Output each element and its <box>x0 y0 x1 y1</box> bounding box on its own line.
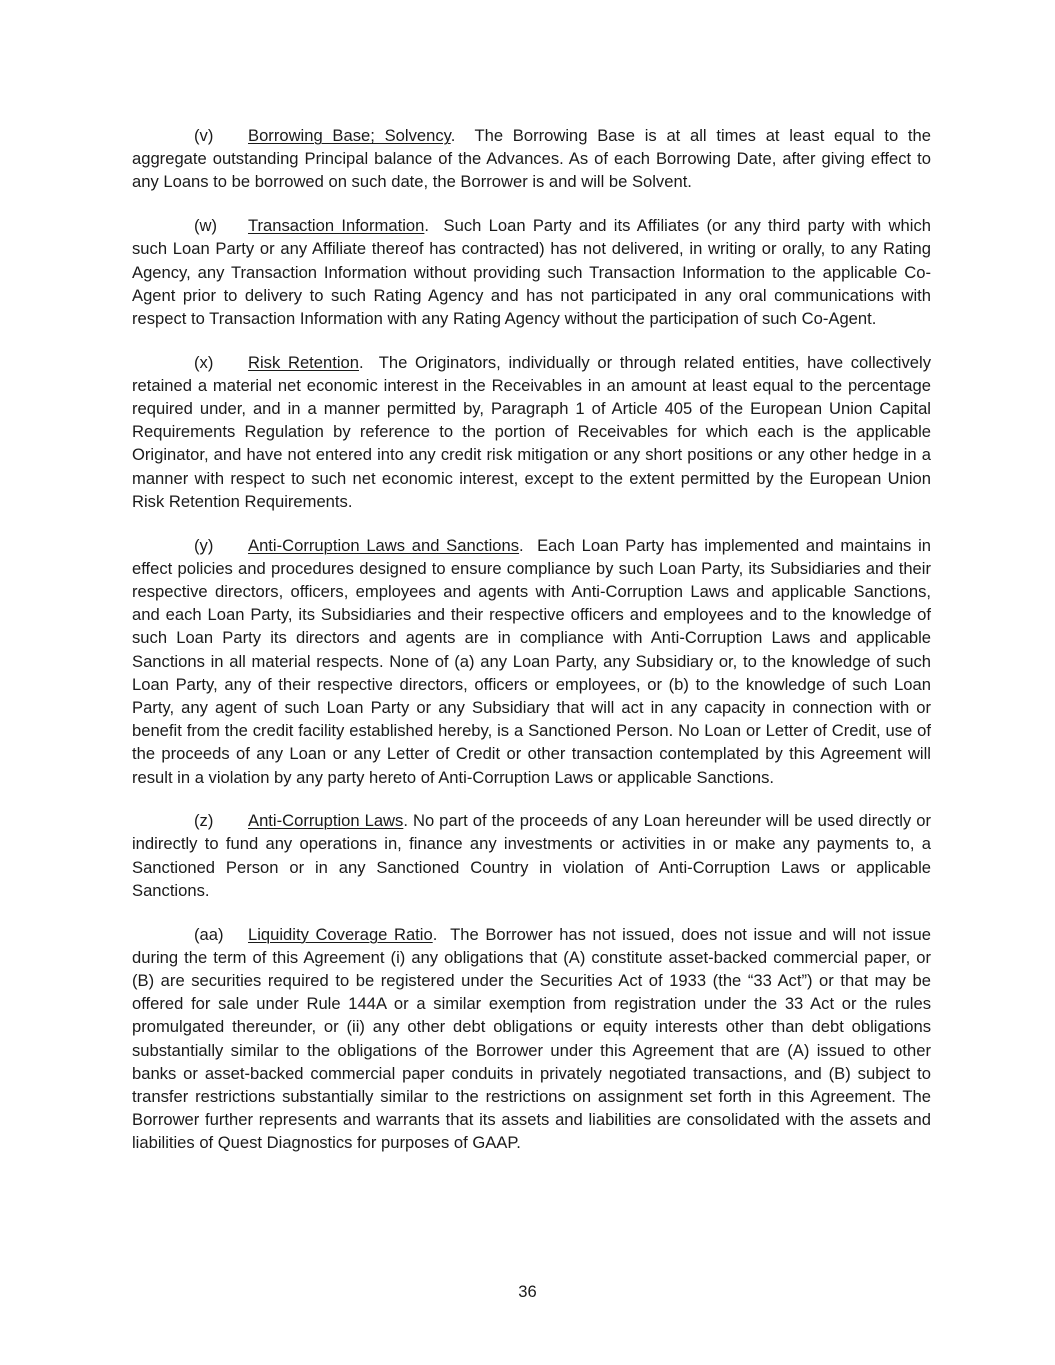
section-heading: Anti-Corruption Laws <box>248 811 404 831</box>
section-number: (w) <box>194 216 218 236</box>
section-number: (z) <box>194 811 214 831</box>
section-x: (x) Risk Retention. The Originators, individually or through related entities, have collectively retained a material net economic interest in the Receivables in an amount at least equal to the percentage required under, and in a manner permitted by, Paragraph 1 of Article 405 of the European Union Capital Requirements Regulation by reference to the portion of Receivables for which each is the applicable Originator, and have not entered into any credit risk mitigation or any short positions or any other hedge in a manner with respect to such net economic interest, except to the extent permitted by the European Union Risk Retention Requirements. <box>132 352 931 511</box>
section-v: (v) Borrowing Base; Solvency. The Borrowing Base is at all times at least equal to the aggregate outstanding Principal balance of the Advances. As of each Borrowing Date, after giving effect to any Loans to be borrowed on such date, the Borrower is and will be Solvent. <box>132 126 931 192</box>
section-aa: (aa) Liquidity Coverage Ratio. The Borrower has not issued, does not issue and will not issue during the term of this Agreement (i) any obligations that (A) constitute asset-backed commercial paper, or (B) are securities required to be registered under the Securities Act of 1933 (the “33 Act”) or that may be offered for sale under Rule 144A or a similar exemption from registration under the 33 Act or the rules promulgated thereunder, or (ii) any other debt obligations or equity interests other than debt obligations substantially similar to the obligations of the Borrower under this Agreement that are (A) issued to other banks or asset-backed commercial paper conduits in privately negotiated transactions, and (B) subject to transfer restrictions substantially similar to the restrictions on assignment set forth in this Agreement. The Borrower further represents and warrants that its assets and liabilities are consolidated with the assets and liabilities of Quest Diagnostics for purposes of GAAP. <box>132 924 932 1153</box>
page-number: 36 <box>518 1282 537 1301</box>
section-w: (w) Transaction Information. Such Loan Party and its Affiliates (or any third party with which such Loan Party or any Affiliate thereof has contracted) has not delivered, in writing or orally, to any Rating Agency, any Transaction Information without providing such Transaction Information to the applicable Co-Agent prior to delivery to such Rating Agency and has not participated in any oral communications with respect to Transaction Information with any Rating Agency without the participation of such Co-Agent. <box>132 216 931 328</box>
section-body: Each Loan Party has implemented and maintains in effect policies and procedures designed to ensure compliance by such Loan Party, its Subsidiaries and their respective directors, officers, employees and agents with Anti-Corruption Laws and applicable Sanctions, and each Loan Party, its Subsidiaries and their respective officers and employees and to the knowledge of such Loan Party its directors and agents are in compliance with Anti-Corruption Laws and applicable Sanctions in all material respects. None of (a) any Loan Party, any Subsidiary or, to the knowledge of such Loan Party, any of their respective directors, officers or employees, or (b) to the knowledge of such Loan Party, any agent of such Loan Party or any Subsidiary that will act in any capacity in connection with or benefit from the credit facility established hereby, is a Sanctioned Person. No Loan or Letter of Credit, use of the proceeds of any Loan or any Letter of Credit or other transaction contemplated by this Agreement will result in a violation by any party hereto of Anti-Corruption Laws or applicable Sanctions. <box>132 535 931 787</box>
section-number: (y) <box>194 535 214 555</box>
section-heading: Anti-Corruption Laws and Sanctions <box>248 535 520 555</box>
section-y: (y) Anti-Corruption Laws and Sanctions. Each Loan Party has implemented and maintains in effect policies and procedures designed to ensure compliance by such Loan Party, its Subsidiaries and their respective directors, officers, employees and agents with Anti-Corruption Laws and applicable Sanctions, and each Loan Party, its Subsidiaries and their respective officers and employees and to the knowledge of such Loan Party its directors and agents are in compliance with Anti-Corruption Laws and applicable Sanctions in all material respects. None of (a) any Loan Party, any Subsidiary or, to the knowledge of such Loan Party, any of their respective directors, officers or employees, or (b) to the knowledge of such Loan Party, any agent of such Loan Party or any Subsidiary that will act in any capacity in connection with or benefit from the credit facility established hereby, is a Sanctioned Person. No Loan or Letter of Credit, use of the proceeds of any Loan or any Letter of Credit or other transaction contemplated by this Agreement will result in a violation by any party hereto of Anti-Corruption Laws or applicable Sanctions. <box>132 535 931 787</box>
section-number: (aa) <box>194 924 224 944</box>
section-body: The Originators, individually or through related entities, have collectively retained a material net economic interest in the Receivables in an amount at least equal to the percentage required under, and in a manner permitted by, Paragraph 1 of Article 405 of the European Union Capital Requirements Regulation by reference to the portion of Receivables for which each is the applicable Originator, and have not entered into any credit risk mitigation or any short positions or any other hedge in a manner with respect to such net economic interest, except to the extent permitted by the European Union Risk Retention Requirements. <box>132 352 931 511</box>
section-body: The Borrowing Base is at all times at least equal to the aggregate outstanding Principal balance of the Advances. As of each Borrowing Date, after giving effect to any Loans to be borrowed on such date, the Borrower is and will be Solvent. <box>132 126 931 192</box>
section-heading: Transaction Information <box>248 216 425 236</box>
section-z: (z) Anti-Corruption Laws. No part of the proceeds of any Loan hereunder will be used directly or indirectly to fund any operations in, finance any investments or activities in or make any payments to, a Sanctioned Person or in any Sanctioned Country in violation of Anti-Corruption Laws or applicable Sanctions. <box>132 811 931 900</box>
section-heading: Borrowing Base; Solvency <box>248 126 451 145</box>
section-heading: Liquidity Coverage Ratio <box>248 924 433 944</box>
section-number: (x) <box>194 352 214 372</box>
document-page <box>132 124 931 1175</box>
section-body: Such Loan Party and its Affiliates (or any third party with which such Loan Party or any Affiliate thereof has contracted) has not delivered, in writing or orally, to any Rating Agency, any Transaction Information without providing such Transaction Information to the applicable Co-Agent prior to delivery to such Rating Agency and has not participated in any oral communications with respect to Transaction Information with any Rating Agency without the participation of such Co-Agent. <box>132 216 931 328</box>
section-heading: Risk Retention <box>248 352 359 372</box>
section-body: No part of the proceeds of any Loan hereunder will be used directly or indirectly to fund any operations in, finance any investments or activities in or make any payments to, a Sanctioned Person or in any Sanctioned Country in violation of Anti-Corruption Laws or applicable Sanctions. <box>132 811 931 900</box>
section-body: The Borrower has not issued, does not issue and will not issue during the term of this Agreement (i) any obligations that (A) constitute asset-backed commercial paper, or (B) are securities required to be registered under the Securities Act of 1933 (the “33 Act”) or that may be offered for sale under Rule 144A or a similar exemption from registration under the 33 Act or the rules promulgated thereunder, or (ii) any other debt obligations or equity interests other than debt obligations substantially similar to the obligations of the Borrower under this Agreement that are (A) issued to other banks or asset-backed commercial paper conduits in privately negotiated transactions, and (B) subject to transfer restrictions substantially similar to the restrictions on assignment set forth in this Agreement. The Borrower further represents and warrants that its assets and liabilities are consolidated with the assets and liabilities of Quest Diagnostics for purposes of GAAP. <box>132 924 932 1153</box>
section-number: (v) <box>194 126 214 145</box>
